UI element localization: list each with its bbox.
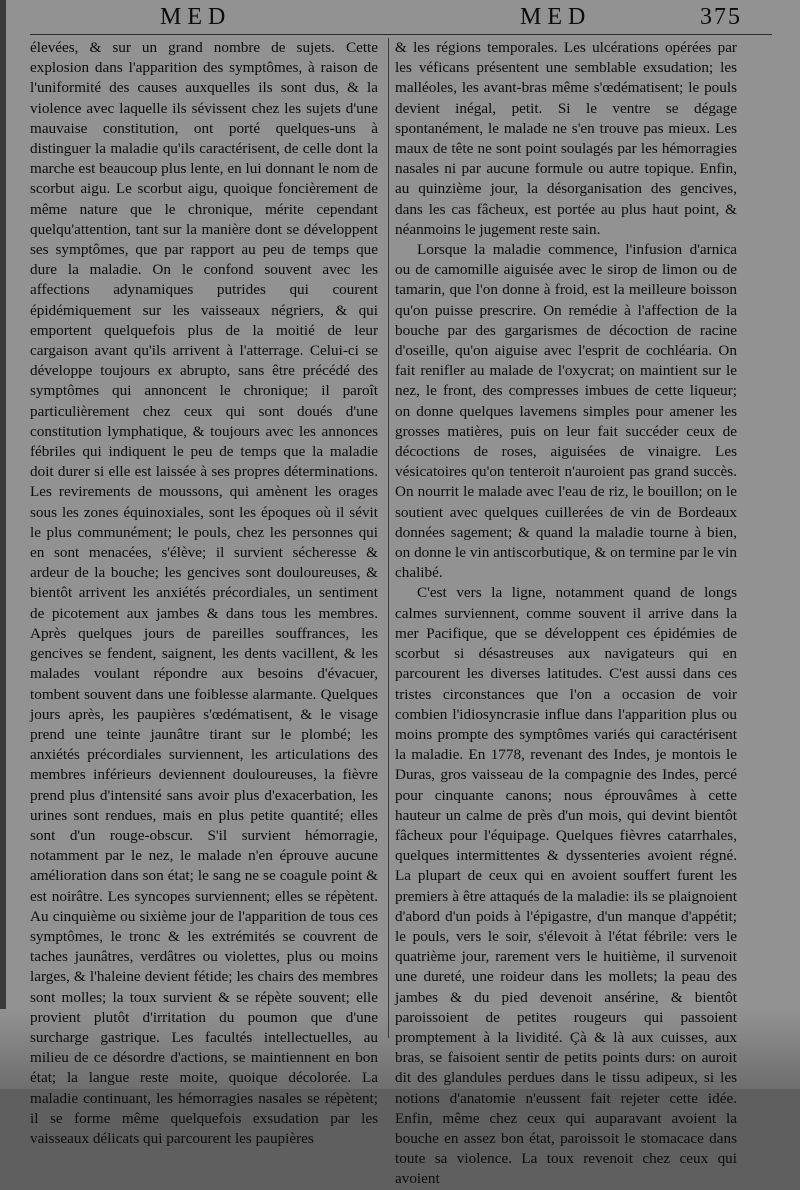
running-head-right: MED [520,4,592,30]
page-number: 375 [700,4,742,30]
column-divider [388,38,389,1038]
header-rule [30,34,772,35]
paragraph: Lorsque la maladie commence, l'infusion d'arnica ou de camomille aiguisée avec le sirop de limon ou de tamarin, que l'on donne à froid, est la meilleure boisson qu'on puisse prescrire. On remédie à l'affection de la bouche par des gargarismes de décoction de racine d'oseille, qu'on aiguise avec l'esprit de cochléaria. On fait renifler au malade de l'oxycrat; on maintient sur le nez, le front, des compresses imbues de cette liqueur; on donne quelques lavemens simples pour amener les grosses matières, puis on leur fait succéder ceux de décoctions de roses, aiguisées de vinaigre. Les vésicatoires qu'on tenteroit n'auroient pas grand succès. On nourrit le malade avec l'eau de riz, le bouillon; on le soutient avec quelques cuillerées de vin de Bordeaux données sagement; & quand la maladie tourne à bien, on donne le vin antiscorbutique, & on termine par le vin chalibé. [395,241,737,582]
left-column [30,38,378,1149]
right-column [395,38,737,1190]
paragraph: & les régions temporales. Les ulcérations opérées par les véficans présentent une semblable exsudation; les malléoles, les avant-bras même s'œdématisent; le pouls devient inégal, petit. Si le ventre se dégage spontanément, le malade ne s'en trouve pas mieux. Les maux de tête ne sont point soulagés par les hémorragies nasales ni par aucune formule ou autre topique. Enfin, au quinzième jour, la désorganisation des gencives, dans les cas fâcheux, est portée au plus haut point, & néanmoins le jugement reste sain. [395,39,737,238]
scan-edge [0,0,6,1089]
running-header [0,4,800,34]
running-head-left: MED [160,4,232,30]
paragraph: C'est vers la ligne, notamment quand de longs calmes surviennent, comme souvent il arrive dans la mer Pacifique, que se développent ces épidémies de scorbut si désastreuses aux navigateurs qui en parcourent les diverses latitudes. C'est aussi dans ces tristes circonstances que l'on a occasion de voir combien l'idiosyncrasie influe dans l'apparition plus ou moins prompte des symptômes variés qui caractérisent la maladie. En 1778, revenant des Indes, je montois le Duras, gros vaisseau de la compagnie des Indes, percé pour cinquante canons; nous éprouvâmes à cette hauteur un calme de près d'un mois, qui devint bientôt fâcheux pour l'équipage. Quelques fièvres catarrhales, quelques intermittentes & dyssenteries avoient régné. La plupart de ceux qui en avoient souffert furent les premiers à être attaqués de la maladie: ils se plaignoient d'abord d'un poids à l'épigastre, d'un manque d'appétit; le pouls, vers le soir, s'élevoit à l'état fébrile: vers le quatrième jour, rarement vers le huitième, il survenoit une dureté, une roideur dans les mollets; la peau des jambes & du pied devenoit ansérine, & bientôt paroissoient de petites rougeurs qui passoient promptement à la lividité. Çà & là aux cuisses, aux bras, se faisoient sentir de petits points durs: on auroit dit des glandules perdues dans le tissu adipeux, si les notions d'anatomie n'eussent fait rejeter cette idée. Enfin, même chez ceux qui auparavant avoient la bouche en assez bon état, paroissoit le stomacace dans toute sa violence. La toux revenoit chez ceux qui avoient [395,584,737,1188]
paragraph: élevées, & sur un grand nombre de sujets. Cette explosion dans l'apparition des symptômes, à raison de l'uniformité des causes auxquelles ils sont dus, & la violence avec laquelle ils sévissent chez les sujets d'une mauvaise constitution, ont porté quelques-uns à distinguer la maladie qu'ils caractérisent, de celle dont la marche est beaucoup plus lente, en lui donnant le nom de scorbut aigu. Le scorbut aigu, quoique foncièrement de même nature que le chronique, mérite cependant quelqu'attention, tant sur la manière dont se développent ses symptômes, que par rapport au peu de temps que dure la maladie. On le confond souvent avec les affections adynamiques putrides qui courent épidémiquement sur les vaisseaux négriers, & qui emportent quelquefois plus de la moitié de leur cargaison avant qu'ils arrivent à l'atterrage. Celui-ci se développe toujours ex abrupto, sans être précédé des symptômes qui annoncent le chronique; il paroît particulièrement chez ceux qui sont doués d'une constitution lymphatique, & toujours avec les annonces fébriles qui indiquent le peu de temps que la maladie doit durer si elle est laissée à ses propres déterminations. Les revirements de moussons, qui amènent les orages sous les zones équinoxiales, sont les époques où il sévit le plus communément; le pouls, chez les personnes qui en sont menacées, s'élève; il survient sécheresse & ardeur de la bouche; les gencives sont douloureuses, & bientôt arrivent les anxiétés précordiales, un sentiment de picotement aux jambes & dans tous les membres. Après quelques jours de pareilles souffrances, les gencives se fendent, saignent, les dents vacillent, & les malades voulant répondre aux besoins d'évacuer, tombent souvent dans une foiblesse alarmante. Quelques jours après, les paupières s'œdématisent, & le visage prend une teinte jaunâtre tirant sur le plombé; les anxiétés précordiales surviennent, les articulations des membres inférieurs deviennent douloureuses, la fièvre prend plus d'intensité sans avoir plus d'exacerbation, les urines sont rendues, mais en plus petite quantité; elles sont d'un rouge-obscur. S'il survient hémorragie, notamment par le nez, le malade n'en éprouve aucune amélioration dans son état; le sang ne se coagule point & est noirâtre. Les syncopes surviennent; elles se répètent. Au cinquième ou sixième jour de l'apparition de tous ces symptômes, le tronc & les extrémités se couvrent de taches jaunâtres, verdâtres ou violettes, plus ou moins larges, & l'haleine devient fétide; les chairs des membres sont molles; la toux survient & se répète souvent; elle provient plutôt d'irritation du poumon que d'une surcharge gastrique. Les facultés intellectuelles, au milieu de ce désordre d'actions, se maintiennent en bon état; la langue reste moite, quoique décolorée. La maladie continuant, les hémorragies nasales se répètent; il se forme même quelquefois exsudation par les vaisseaux délicats qui parcourent les paupières [30,39,378,1147]
